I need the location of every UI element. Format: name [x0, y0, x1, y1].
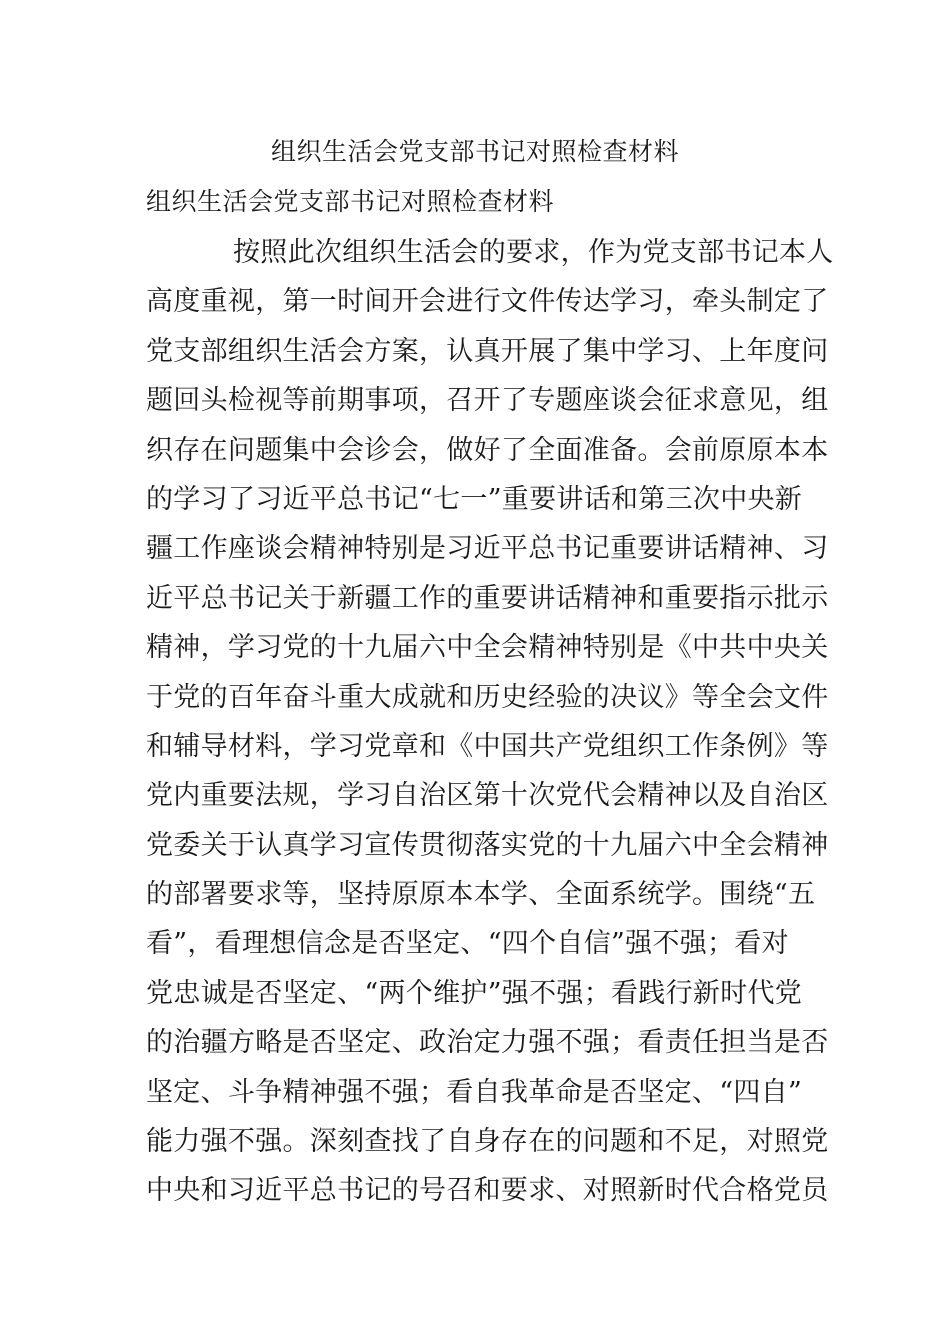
body-line: 织存在问题集中会诊会，做好了全面准备。会前原原本本 [146, 434, 829, 466]
body-line: 近平总书记关于新疆工作的重要讲话精神和重要指示批示 [146, 582, 829, 614]
body-line: 坚定、斗争精神强不强；看自我革命是否坚定、“四自” [146, 1076, 803, 1108]
body-line: 的治疆方略是否坚定、政治定力强不强；看责任担当是否 [146, 1027, 829, 1059]
body-line: 党支部组织生活会方案，认真开展了集中学习、上年度问 [146, 335, 829, 367]
body-line: 党委关于认真学习宣传贯彻落实党的十九届六中全会精神 [146, 829, 829, 861]
body-line: 党内重要法规，学习自治区第十次党代会精神以及自治区 [146, 780, 829, 812]
body-line: 看”，看理想信念是否坚定、“四个自信”强不强；看对 [146, 928, 789, 960]
body-line: 疆工作座谈会精神特别是习近平总书记重要讲话精神、习 [146, 533, 829, 565]
body-line: 精神，学习党的十九届六中全会精神特别是《中共中央关 [146, 632, 829, 664]
body-line: 中央和习近平总书记的号召和要求、对照新时代合格党员 [146, 1175, 829, 1207]
document-title: 组织生活会党支部书记对照检查材料 [270, 137, 679, 166]
body-line: 高度重视，第一时间开会进行文件传达学习，牵头制定了 [146, 286, 829, 318]
body-line: 和辅导材料，学习党章和《中国共产党组织工作条例》等 [146, 730, 829, 762]
document-subtitle: 组织生活会党支部书记对照检查材料 [146, 187, 555, 216]
body-line: 能力强不强。深刻查找了自身存在的问题和不足，对照党 [146, 1126, 829, 1158]
document-body [146, 228, 834, 1216]
body-line: 党忠诚是否坚定、“两个维护”强不强；看践行新时代党 [146, 977, 803, 1009]
body-line: 于党的百年奋斗重大成就和历史经验的决议》等全会文件 [146, 681, 829, 713]
body-line: 的部署要求等，坚持原原本本学、全面系统学。围绕“五 [146, 879, 816, 911]
body-line: 的学习了习近平总书记“七一”重要讲话和第三次中央新 [146, 483, 803, 515]
body-line: 按照此次组织生活会的要求，作为党支部书记本人 [233, 237, 834, 268]
body-line: 题回头检视等前期事项，召开了专题座谈会征求意见，组 [146, 385, 829, 417]
